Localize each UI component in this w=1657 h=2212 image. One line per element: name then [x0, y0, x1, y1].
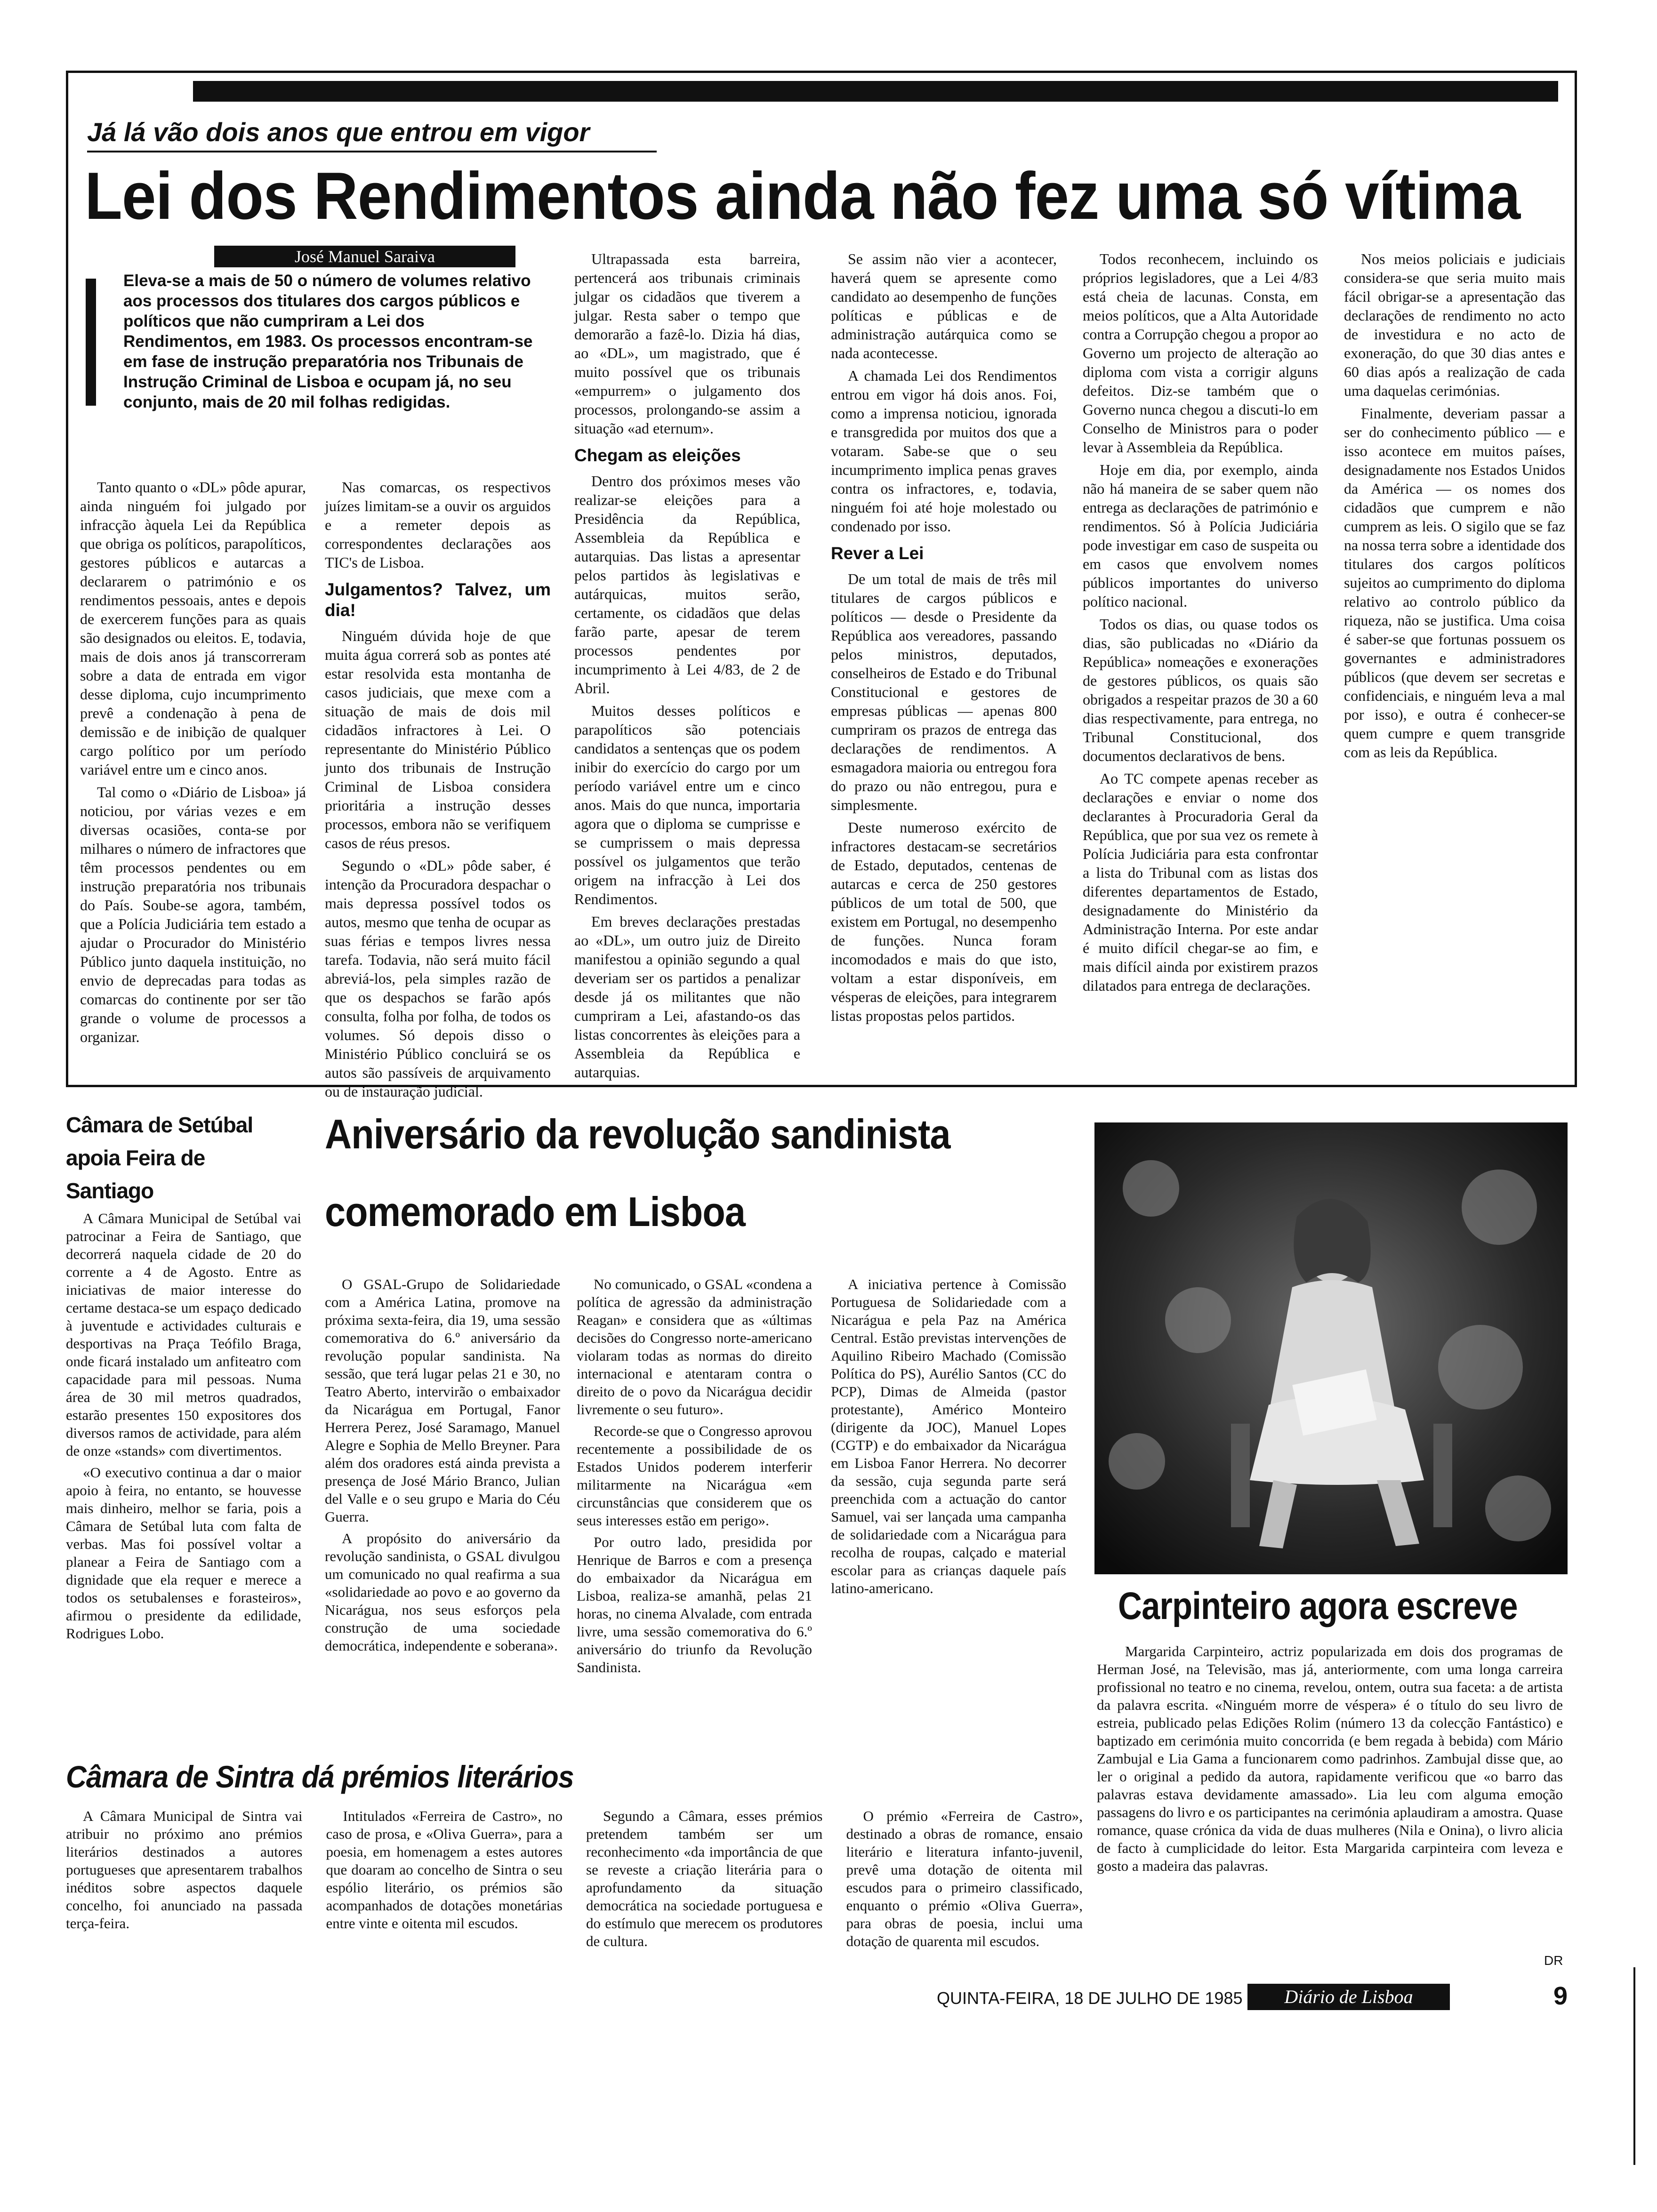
paragraph: A propósito do aniversário da revolução sandinista, o GSAL divulgou um comunicado no qual reafirma a sua «solidariedade ao povo e ao governo da Nicarágua, nos seus esforços pela construção de uma sociedade democrática, independente e soberana». — [325, 1530, 560, 1654]
paragraph: De um total de mais de três mil titulares de cargos públicos e políticos — desde o Presidente da República aos vereadores, passando pelos ministros, deputados, conselheiros de Estado e do Tribunal Constitucional e gestores de empresas públicas — apenas 800 cumpriram os prazos de entrega das declarações de rendimentos. A esmagadora maioria ou entregou fora do prazo ou não entregou, pura e simplesmente. — [831, 570, 1057, 813]
paragraph: A chamada Lei dos Rendimentos entrou em vigor há dois anos. Foi, como a imprensa noticiou, ignorada e transgredida por muitos dos que a votaram. Sabe-se que o seu incumprimento implica penas graves contra os infractores, e, todavia, ninguém foi até hoje molestado ou condenado por isso. — [831, 367, 1057, 535]
paragraph: No comunicado, o GSAL «condena a política de agressão da administração Reagan» e considera que as «últimas decisões do Congresso norte-americano violaram todas as normas do direito internacional e atentaram contra o direito de o povo da Nicarágua decidir livremente o seu futuro». — [577, 1276, 812, 1418]
right-edge-rule — [1633, 1967, 1635, 2165]
footer-masthead-box — [1247, 1984, 1450, 2010]
setubal-headline: Câmara de Setúbal apoia Feira de Santiago — [66, 1113, 253, 1203]
top-col-2 — [325, 478, 551, 1100]
setubal-body — [66, 1210, 301, 1741]
kicker-underline — [87, 151, 657, 152]
photo-credit: DR — [1544, 1953, 1563, 1968]
portrait-illustration — [1094, 1122, 1568, 1574]
top-col-3 — [574, 249, 800, 1081]
paragraph: Dentro dos próximos meses vão realizar-se eleições para a Presidência da República, Assembleia da República e autarquias. Das listas a apresentar pelos partidos às legislativas e autárquicas, muitos serão, certamente, os cidadãos que delas farão parte, apesar de terem processos pendentes por incumprimento à Lei 4/83, de 2 de Abril. — [574, 473, 800, 697]
carpinteiro-headline: Carpinteiro agora escreve — [1118, 1585, 1518, 1627]
paragraph: Se assim não vier a acontecer, haverá quem se apresente como candidato ao desempenho de funções políticas e públicas e de administração autárquica como se nada acontecesse. — [831, 250, 1057, 361]
subheading: Rever a Lei — [831, 544, 924, 563]
subheading: Julgamentos? Talvez, um dia! — [325, 580, 551, 620]
sandinista-col-1 — [325, 1275, 560, 1774]
paragraph: Nos meios policiais e judiciais considera-se que seria muito mais fácil obrigar-se a apresentação das declarações de rendimento no acto de investidura e no acto de exoneração, do que 30 dias antes e 60 dias após a realização de cada uma daquelas cerimónias. — [1344, 250, 1565, 399]
paragraph: Ultrapassada esta barreira, pertencerá aos tribunais criminais julgar os cidadãos que tiverem a julgar. Resta saber o tempo que demorarão a fazê-lo. Dizia há dias, ao «DL», um magistrado, que é muito possível que os tribunais «empurrem» o julgamento dos processos, prolongando-se assim a situação «ad eternum». — [574, 250, 800, 437]
paragraph: Todos reconhecem, incluindo os próprios legisladores, que a Lei 4/83 está cheia de lacunas. Consta, em meios políticos, que a Alta Autoridade contra a Corrupção chegou a propor ao Governo um projecto de alteração ao diploma com vista a corrigir alguns defeitos. Diz-se também que o Governo nunca chegou a discuti-lo em Conselho de Ministros para o poder levar à Assembleia da República. — [1083, 250, 1318, 456]
paragraph: Intitulados «Ferreira de Castro», no caso de prosa, e «Oliva Guerra», para a poesia, em homenagem a estes autores que doaram ao concelho de Sintra o seu espólio literário, os prémios são acompanhados de dotações monetárias entre vinte e oitenta mil escudos. — [326, 1808, 563, 1931]
sandinista-headline-line2: comemorado em Lisboa — [325, 1188, 746, 1235]
paragraph: Em breves declarações prestadas ao «DL», um outro juiz de Direito manifestou a opinião segundo a qual deveriam ser os partidos a penalizar desde já os militantes que não cumpriram a Lei, afastando-os das listas concorrentes às eleições para a Assembleia da República e autarquias. — [574, 913, 800, 1081]
footer-page-number: 9 — [1553, 1982, 1568, 2010]
sandinista-col-2 — [577, 1275, 812, 1774]
top-black-bar — [193, 81, 1558, 102]
sandinista-headline-line1: Aniversário da revolução sandinista — [325, 1111, 950, 1157]
top-col-6 — [1344, 249, 1565, 1075]
top-col-4 — [831, 249, 1057, 1075]
article-headline: Lei dos Rendimentos ainda não fez uma só vítima — [85, 159, 1520, 233]
article-lead: Eleva-se a mais de 50 o número de volumes relativo aos processos dos titulares dos cargos públicos e políticos que não cumpriram a Lei dos Rendimentos, em 1983. Os processos encontram-se em fase de instrução preparatória nos Tribunais de Instrução Criminal de Lisboa e ocupam já, no seu conjunto, mais de 20 mil folhas redigidas. — [123, 272, 533, 411]
byline: José Manuel Saraiva — [295, 247, 435, 266]
lead-side-bar — [86, 279, 96, 406]
paragraph: A Câmara Municipal de Setúbal vai patrocinar a Feira de Santiago, que decorrerá naquela cidade de 20 do corrente a 4 de Agosto. Entre as iniciativas de maior interesse do certame destaca-se um espaço dedicado à juventude e actividades culturais e desportivas na Praça Teófilo Braga, onde ficará instalado um anfiteatro com capacidade para mil pessoas. Numa área de 30 mil metros quadrados, estarão presentes 150 expositores dos diversos ramos de actividade, para além de onze «stands» com divertimentos. — [66, 1210, 301, 1459]
footer-date: QUINTA-FEIRA, 18 DE JULHO DE 1985 — [937, 1988, 1243, 2008]
sintra-headline: Câmara de Sintra dá prémios literários — [66, 1759, 574, 1794]
carpinteiro-body: Margarida Carpinteiro, actriz popularizada em dois dos programas de Herman José, na Televisão, mas já, anteriormente, com uma longa carreira profissional no teatro e no cinema, revelou, ontem, outra sua faceta: a de artista da palavra escrita. «Ninguém morre de véspera» é o título do seu livro de estreia, publicado pelas Edições Rolim (número 13 da colecção Fantástico) e baptizado em cerimónia muito concorrida (e bem regada à bebida) com Mário Zambujal e Lia Gama a funcionarem como padrinhos. Zambujal disse que, ao ler o original a pedido da autora, rapidamente verificou que «o barro das palavras estava devidamente amassado». Lia leu com alguma emoção passagens do livro e os participantes na cerimónia aplaudiram a amostra. Quase romance, quase crónica da vida de duas mulheres (Nila e Onina), o livro alicia de facto à cumplicidade do leitor. Esta Margarida carpinteira com leveza e gosto a madeira das palavras. — [1097, 1643, 1563, 1874]
paragraph: Deste numeroso exército de infractores destacam-se secretários de Estado, deputados, centenas de autarcas e cerca de 250 gestores públicos de um total de 500, que existem em Portugal, no desempenho de funções. Nunca foram incomodados e mais do que isto, voltam a estar disponíveis, em vésperas de eleições, para integrarem listas propostas pelos partidos. — [831, 819, 1057, 1024]
paragraph: Tal como o «Diário de Lisboa» já noticiou, por várias vezes e em diversas ocasiões, conta-se por milhares o número de infractores que têm processos pendentes ou em instrução preparatória nos tribunais do País. Soube-se agora, também, que a Polícia Judiciária tem estado a ajudar o Procurador do Ministério Público junto daquela instituição, no envio de deprecadas para todas as comarcas do continente por ser tão grande o volume de processos a organizar. — [80, 784, 306, 1045]
paragraph: O GSAL-Grupo de Solidariedade com a América Latina, promove na próxima sexta-feira, dia 19, uma sessão comemorativa do 6.º aniversário da revolução popular sandinista. Na sessão, que terá lugar pelas 21 e 30, no Teatro Aberto, intervirão o embaixador da Nicarágua em Portugal, Fanor Herrera Perez, José Saramago, Manuel Alegre e Sophia de Mello Breyner. Para além dos oradores está ainda prevista a presença de José Mário Branco, Julian del Valle e o seu grupo e Maria do Céu Guerra. — [325, 1276, 560, 1525]
top-col-5 — [1083, 249, 1318, 1075]
sintra-body — [66, 1807, 1083, 2038]
top-col-1 — [80, 478, 306, 1075]
paragraph: Nas comarcas, os respectivos juízes limitam-se a ouvir os arguidos e a remeter depois as correspondentes declarações aos TIC's de Lisboa. — [325, 479, 551, 571]
subheading: Chegam as eleições — [574, 446, 741, 465]
paragraph: A Câmara Municipal de Sintra vai atribuir no próximo ano prémios literários destinados a autores portugueses que apresentarem trabalhos inéditos sobre aspectos daquele concelho, foi anunciado na passada terça-feira. — [66, 1808, 303, 1931]
carpinteiro-photo — [1094, 1122, 1568, 1574]
paragraph: A iniciativa pertence à Comissão Portuguesa de Solidariedade com a Nicarágua e pela Paz na América Central. Estão previstas intervenções de Aquilino Ribeiro Machado (Comissão Política do PS), Aurélio Santos (CC do PCP), Dimas de Almeida (pastor protestante), Américo Monteiro (dirigente da JOC), Manuel Lopes (CGTP) e do embaixador da Nicarágua em Lisboa Fanor Herrera. No decorrer da sessão, cuja segunda parte será preenchida com a actuação do cantor Samuel, vai ser lançada uma campanha de solidariedade com a Nicarágua para recolha de roupas, calçado e material escolar para as crianças daquele país latino-americano. — [831, 1276, 1066, 1596]
paragraph: Segundo a Câmara, esses prémios pretendem também ser um reconhecimento «da importância de que se reveste a criação literária para o aprofundamento da situação democrática na sociedade portuguesa e do estímulo que merecem os produtores de cultura. — [586, 1808, 823, 1949]
paragraph: Ninguém dúvida hoje de que muita água correrá sob as pontes até estar resolvida esta montanha de casos judiciais, que mexe com a situação de mais de dois mil cidadãos infractores à Lei. O representante do Ministério Público junto dos tribunais de Instrução Criminal de Lisboa considera prioritária a instrução desses processos, embora não se verifiquem casos de réus presos. — [325, 627, 551, 851]
paragraph: Tanto quanto o «DL» pôde apurar, ainda ninguém foi julgado por infracção àquela Lei da República que obriga os políticos, parapolíticos, gestores públicos e autarcas a declararem o património e os rendimentos pessoais, antes e depois de exercerem funções para as quais são designados ou eleitos. E, todavia, mais de dois anos já transcorreram sobre a data de entrada em vigor desse diploma, cujo incumprimento prevê a condenação à pena de demissão e de inibição de qualquer cargo político por um período variável entre um e cinco anos. — [80, 479, 306, 778]
footer-masthead: Diário de Lisboa — [1284, 1986, 1413, 2007]
paragraph: Muitos desses políticos e parapolíticos são potenciais candidatos a sentenças que os podem inibir do exercício do cargo por um período variável entre um e cinco anos. Mais do que nunca, importaria agora que o diploma se cumprisse e se cumprissem o mais depressa possível os julgamentos que terão origem na infracção à Lei dos Rendimentos. — [574, 702, 800, 907]
paragraph: Por outro lado, presidida por Henrique de Barros e com a presença do embaixador da Nicarágua em Lisboa, realiza-se amanhã, pelas 21 horas, no cinema Alvalade, com entrada livre, uma sessão comemorativa do 6.º aniversário do triunfo da Revolução Sandinista. — [577, 1534, 812, 1675]
paragraph: «O executivo continua a dar o maior apoio à feira, no entanto, se houvesse mais dinheiro, melhor se faria, pois a Câmara de Setúbal luta com falta de verbas. Mas foi possível voltar a planear a Feira de Santiago com a dignidade que ela requer e merece a todos os setubalenses e forasteiros», afirmou o presidente da edilidade, Rodrigues Lobo. — [66, 1464, 301, 1642]
paragraph: Finalmente, deveriam passar a ser do conhecimento público — e isso acontece em muitos países, designadamente nos Estados Unidos da América — os nomes dos cidadãos que cumprem e não cumprem as leis. O sigilo que se faz na nossa terra sobre a identidade dos titulares dos cargos políticos sujeitos ao cumprimento do diploma relativo ao controlo público da riqueza, não se justifica. Uma coisa é saber-se que fortunas possuem os governantes e administradores públicos (que devem ser secretas e confidenciais, e ninguém leva a mal por isso), e outra é conhecer-se quem cumpre e quem transgride com as leis da República. — [1344, 405, 1565, 761]
paragraph: Ao TC compete apenas receber as declarações e enviar o nome dos declarantes à Procuradoria Geral da República, que por sua vez os remete à Polícia Judiciária para esta confrontar a lista do Tribunal com as listas dos diferentes departamentos de Estado, designadamente do Ministério da Administração Interna. Por este andar é muito difícil chegar-se ao fim, e mais difícil ainda por existirem prazos dilatados para entrega de declarações. — [1083, 770, 1318, 994]
byline-bar — [214, 246, 515, 267]
sandinista-col-3 — [831, 1275, 1066, 1774]
paragraph: Todos os dias, ou quase todos os dias, são publicadas no «Diário da República» nomeações e exonerações de gestores públicos, os quais são obrigados a respeitar prazos de 30 a 60 dias respectivamente, para entrega, no Tribunal Constitucional, dos documentos declarativos de bens. — [1083, 616, 1318, 764]
article-kicker: Já lá vão dois anos que entrou em vigor — [87, 117, 590, 147]
paragraph: Recorde-se que o Congresso aprovou recentemente a possibilidade de os Estados Unidos poderem interferir militarmente na Nicarágua «em circunstâncias que considerem que os seus interesses estão em perigo». — [577, 1423, 812, 1529]
paragraph: O prémio «Ferreira de Castro», destinado a obras de romance, ensaio literário e literatura infanto-juvenil, prevê uma dotação de oitenta mil escudos para o primeiro classificado, enquanto o prémio «Oliva Guerra», para obras de poesia, inclui uma dotação de quarenta mil escudos. — [846, 1808, 1083, 1949]
paragraph: Hoje em dia, por exemplo, ainda não há maneira de se saber quem não entrega as declarações de património e rendimentos. Só à Polícia Judiciária pode investigar em caso de suspeita ou em casos que envolvem nomes públicos importantes do universo político nacional. — [1083, 461, 1318, 610]
paragraph: Segundo o «DL» pôde saber, é intenção da Procuradora despachar o mais depressa possível todos os autos, mesmo que tenha de ocupar as suas férias e tempos livres nessa tarefa. Todavia, não será muito fácil abreviá-los, pela simples razão de que os despachos se farão após consulta, folha por folha, de todos os volumes. Só depois disso o Ministério Público concluirá se os autos são passíveis de arquivamento ou de instauração judicial. — [325, 857, 551, 1100]
